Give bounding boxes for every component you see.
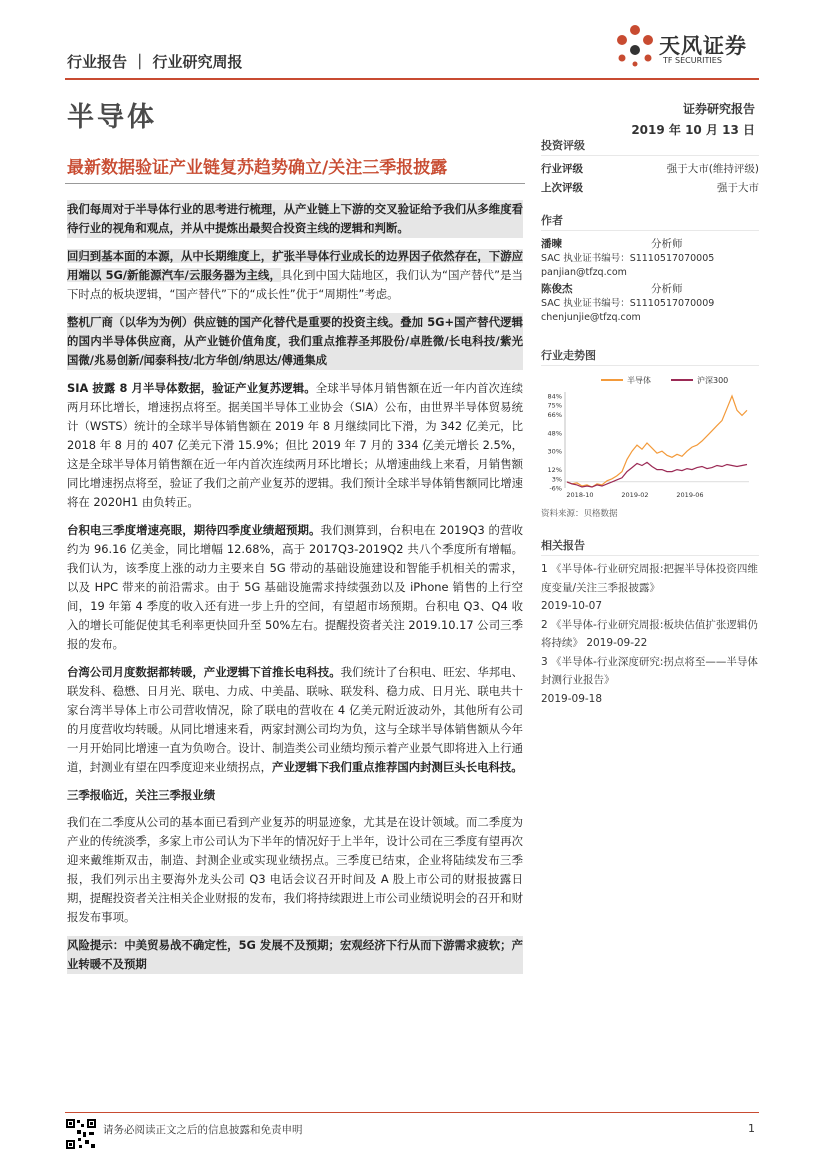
legend-label: 半导体	[627, 376, 651, 385]
trend-chart	[541, 370, 759, 502]
report-type: 行业报告 ｜ 行业研究周报	[67, 53, 243, 71]
y-tick-label: 3%	[551, 475, 562, 484]
x-tick-label: 2019-06	[676, 491, 704, 499]
author-cert: SAC 执业证书编号：S1110517070009	[541, 298, 715, 309]
logo-mark-icon	[617, 25, 653, 67]
para-tsmc: 台积电三季度增速亮眼，期待四季度业绩超预期。我们测算到，台积电在 2019Q3 的营收约为 96.16 亿美金，同比增幅 12.68%，高于 2017Q3-2019Q2 共八个季度所有增幅。我们认为，该季度上涨的动力主要来自 5G 带动的基础设施建设和智能手机相关的需求，以及 HPC 带来的前沿需求。由于 5G 基础设施需求持续强劲以及 iPhone 销售的上行空间，19 年第 4 季度的收入还有进一步上升的空间，有望超市场预期。台积电 Q3、Q4 收入的增长可能促使其毛利率更快回升至 50%左右。提醒投资者关注 2019.10.17 公司三季报的发布。	[67, 523, 523, 651]
qr-code-icon	[65, 1118, 97, 1150]
x-tick-label: 2018-10	[566, 491, 594, 499]
author-email[interactable]: chenjunjie@tfzq.com	[541, 312, 641, 323]
sidebar	[541, 137, 759, 708]
para-intro: 我们每周对于半导体行业的思考进行梳理，从产业链上下游的交叉验证给予我们从多维度看待行业的视角和观点，并从中提炼出最契合投资主线的逻辑和判断。	[67, 200, 523, 238]
para-q3: 我们在二季度从公司的基本面已看到产业复苏的明显迹象，尤其是在设计领域。而二季度为产业的传统淡季，多家上市公司认为下半年的情况好于上半年，设计公司在三季度有望再次迎来戴维斯双击，制造、封测企业或实现业绩拐点。三季度已结束，企业将陆续发布三季报，我们列示出主要海外龙头公司 Q3 电话会议召开时间及 A 股上市公司的财报披露日期，提醒投资者关注相关企业财报的发布，我们将持续跟进上市公司业绩说明会的召开和财报发布事项。	[67, 815, 523, 924]
report-kind: 证券研究报告	[682, 102, 755, 116]
legend-label: 沪深300	[697, 376, 729, 385]
author-cert: SAC 执业证书编号：S1110517070005	[541, 253, 715, 264]
chart-source: 资料来源：贝格数据	[541, 509, 618, 519]
series-line-hs300	[567, 462, 747, 487]
footer-disclaimer: 请务必阅读正文之后的信息披露和免责申明	[103, 1124, 303, 1136]
authors-heading: 作者	[541, 214, 563, 227]
prev-rating-row: 上次评级 强于大市	[541, 182, 759, 194]
main-body	[67, 200, 523, 983]
title-divider	[65, 183, 525, 184]
related-list	[541, 560, 759, 708]
y-tick-label: 75%	[547, 401, 562, 410]
report-title: 最新数据验证产业链复苏趋势确立/关注三季报披露	[67, 158, 448, 178]
related-item[interactable]: 2 《半导体-行业研究周报:板块估值扩张逻辑仍将持续》 2019-09-22	[541, 618, 758, 649]
page-number: 1	[748, 1122, 755, 1135]
y-tick-label: 30%	[547, 447, 562, 456]
rating-row: 行业评级 强于大市(维持评级)	[541, 163, 759, 175]
series-line-semiconductor	[567, 396, 747, 487]
para-fundamentals: 回归到基本面的本源，从中长期维度上，扩张半导体行业成长的边界因子依然存在，下游应用端以 5G/新能源汽车/云服务器为主线，具化到中国大陆地区，我们认为“国产替代”是当下时点的板块逻辑，“国产替代”下的“成长性”优于“周期性”考虑。	[67, 249, 523, 301]
related-item[interactable]: 3 《半导体-行业深度研究:拐点将至——半导体封测行业报告》 2019-09-18	[541, 655, 758, 705]
y-tick-label: 12%	[547, 466, 562, 475]
section-heading-q3: 三季报临近，关注三季报业绩	[67, 788, 216, 802]
author-2: 陈俊杰 分析师 SAC 执业证书编号：S1110517070009 chenjunjie@tfzq.com	[541, 282, 759, 325]
para-taiwan: 台湾公司月度数据都转暖，产业逻辑下首推长电科技。我们统计了台积电、旺宏、华邦电、联发科、稳懋、日月光、联电、力成、中美晶、联咏、联发科、稳力成、日月光、联电共十家台湾半导体上市公司营收情况，除了联电的营收在 4 亿美元附近波动外，其他所有公司的月度营收均转暖。从同比增速来看，两家封测公司均为负，这与全球半导体销售额从今年一月开始同比增速一直为负吻合。设计、制造类公司业绩均预示着产业景气即将进入上行通道，封测业有望在四季度迎来业绩拐点，产业逻辑下我们重点推荐国内封测巨头长电科技。	[67, 665, 523, 774]
related-heading: 相关报告	[541, 539, 585, 552]
sector-title: 半导体	[67, 102, 157, 133]
brand-sub: TF SECURITIES	[663, 56, 722, 65]
report-date: 2019 年 10 月 13 日	[631, 123, 755, 137]
related-item[interactable]: 1 《半导体-行业研究周报:把握半导体投资四维度变量/关注三季报披露》 2019-10-07	[541, 563, 758, 612]
trend-heading: 行业走势图	[541, 349, 596, 362]
para-sia: SIA 披露 8 月半导体数据，验证产业复苏逻辑。全球半导体月销售额在近一年内首次连续两月环比增长，增速拐点将至。据美国半导体工业协会（SIA）公布，由世界半导体贸易统计（WSTS）统计的全球半导体销售额在 2019 年 8 月继续同比下滑，为 342 亿美元，比 2018 年 8 月的 407 亿美元下滑 15.9%；但比 2019 年 7 月的 334 亿美元增长 2.5%，这是全球半导体月销售额在近一年内首次连续两月环比增长；从增速曲线上来看，月销售额同比增速拐点将至，验证了我们之前产业复苏的逻辑。我们预计全球半导体销售额同比增速将在 2020H1 由负转正。	[67, 381, 523, 509]
author-1: 潘暕 分析师 SAC 执业证书编号：S1110517070005 panjian@tfzq.com	[541, 237, 759, 280]
rating-heading: 投资评级	[541, 139, 585, 152]
header-divider	[65, 78, 759, 80]
footer-divider	[65, 1112, 759, 1113]
author-email[interactable]: panjian@tfzq.com	[541, 267, 627, 278]
y-tick-label: -6%	[549, 484, 562, 493]
y-tick-label: 66%	[547, 410, 562, 419]
brand-name: 天风证券	[659, 34, 747, 58]
y-tick-label: 84%	[547, 392, 562, 401]
x-tick-label: 2019-02	[621, 491, 649, 499]
para-main-line: 整机厂商（以华为为例）供应链的国产化替代是重要的投资主线。叠加 5G+国产替代逻辑的国内半导体供应商，从产业链价值角度，我们重点推荐圣邦股份/卓胜微/长电科技/紫光国微/兆易创新/闻泰科技/北方华创/纳思达/傅通集成	[67, 313, 523, 370]
para-risk: 风险提示：中美贸易战不确定性，5G 发展不及预期；宏观经济下行从而下游需求疲软；产业转暖不及预期	[67, 936, 523, 974]
y-tick-label: 48%	[547, 429, 562, 438]
